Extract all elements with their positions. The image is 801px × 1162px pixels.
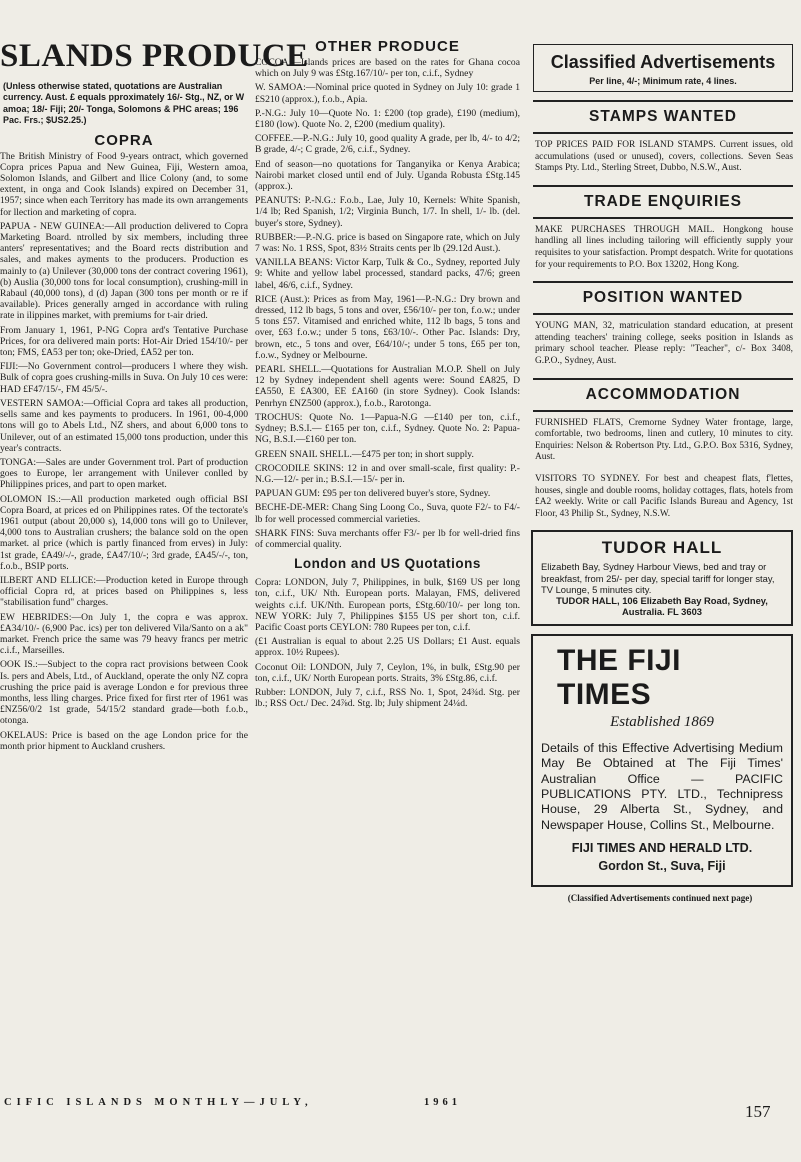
trade-enquiries-ad: MAKE PURCHASES THROUGH MAIL. Hongkong house handling all lines including tailoring will efficiently supply your requisites to your satisfaction. Prompt despatch. Write for quotations for your requirements to P.O. Box 13202, Hong Kong. — [535, 224, 793, 270]
page-footer — [4, 1097, 524, 1108]
rice-paragraph: RICE (Aust.): Prices as from May, 1961—P.-N.G.: Dry brown and dressed, 112 lb bags, 5 tons and over, £56/10/- per ton, f.o.w.; under 5 tons £57. Vitamised and enriched white, 112 lb bags, 5 tons and over, £63 f.o.w.; under 5 tons, £63/10/-. Other Pac. Islands: Dry, brown, etc., 5 tons and over, £64/10/-; under 5 tons, £65 per ton, f.o.w., Sydney or Melbourne. — [255, 293, 520, 361]
accommodation-heading: ACCOMMODATION — [533, 378, 793, 412]
trochus-paragraph: TROCHUS: Quote No. 1—Papua-N.G —£140 per ton, c.i.f., Sydney; B.S.I.— £165 per ton, c.i.f., Sydney. Quote No. 2: Papua-NG, B.S.I.—£160 per ton. — [255, 411, 520, 446]
tudor-hall-ad — [531, 530, 793, 625]
copra-heading: COPRA — [94, 131, 154, 149]
coffee-season-paragraph: End of season—no quotations for Tanganyika or Kenya Arabica; Nairobi market closed until end of July. Uganda Robusta £Stg.145 (approx.). — [255, 158, 520, 193]
london-copra-paragraph: Copra: LONDON, July 7, Philippines, in bulk, $169 US per long ton, c.i.f., UK/ Nth. European ports. Malayan, FMS, delivered weights c.i.f. UK/Nth. European ports, £Stg.60/10/- per long ton. NEW YORK: July 7, Philippines $155 US per short ton, c.i.f. Pacific Coast ports CEYLON: 780 Rupees per ton, c.i.f. — [255, 577, 520, 633]
trade-enquiries-heading: TRADE ENQUIRIES — [533, 185, 793, 219]
rubber-paragraph: RUBBER:—P.-N.G. price is based on Singapore rate, which on July 7 was: No. 1 RSS, Spot, 83½ Straits cents per lb (29.12d Aust.). — [255, 231, 520, 255]
samoa-cocoa-paragraph: W. SAMOA:—Nominal price quoted in Sydney on July 10: grade 1 £S210 (approx.), f.o.b., Apia. — [255, 82, 520, 105]
island-produce-column — [0, 30, 309, 755]
page-number: 157 — [745, 1102, 771, 1121]
position-wanted-ad: YOUNG MAN, 32, matriculation standard education, at present attending teachers' training college, seeks position in Islands as primary school teacher. Please reply: "Teacher", c/- Box 3408, G.P.O., Sydney, Aust. — [535, 321, 793, 366]
solomon-islands-paragraph: OLOMON IS.:—All production marketed ough official BSI Copra Board, at prices ed on Philippines rates. Of the tectorate's 1961 output (about 20,000 s), 14,000 tons will go to Unilever, 4,000 tons to Australian crushers; the balance sold on the open market. al price (which is partly financed from erves) in July: 1st grade, £A49/-/-, grade, £A47/10/-; 3rd grade, £A45/-/-, ton, f.o.b., BSIP ports. — [0, 493, 248, 572]
tonga-paragraph: TONGA:—Sales are under Government trol. Part of production goes to Europe, ler arrangement with Unilever conlled by Philippines prices, and part to open market. — [0, 456, 248, 491]
crocodile-skins-paragraph: CROCODILE SKINS: 12 in and over small-scale, first quality: P.-N.G.—12/- per in.; B.S.I.—15/- per in. — [255, 462, 520, 485]
continued-note: (Classified Advertisements continued next page) — [567, 893, 753, 904]
stamps-wanted-heading: STAMPS WANTED — [533, 100, 793, 134]
fiji-times-text: Details of this Effective Advertising Medium May Be Obtained at The Fiji Times' Australian Office — PACIFIC PUBLICATIONS PTY. LTD., Technipress House, 29 Alberta St., Sydney, and Newspaper House, Collins St., Melbourne. — [541, 740, 783, 832]
papua-new-guinea-paragraph: PAPUA - NEW GUINEA:—All production delivered to Copra Marketing Board. ntrolled by six members, including three anters' representatives; and the Board rects distribution and sales, and makes ayments to the producers. Production es mainly to (a) Unilever (30,000 tons der contract covering 1961), (b) Auslia (30,000 tons for local consumption), crushing-mill in Rabaul (40,000 tons), d (d) Japan (300 tons per month or re if available). Prices generally arnged in accordance with ruling rate in ilippines market, with premiums for t-air dried. — [0, 220, 248, 322]
london-us-heading: London and US Quotations — [294, 556, 481, 572]
green-snail-paragraph: GREEN SNAIL SHELL.—£475 per ton; in short supply. — [255, 448, 474, 460]
other-produce-column — [255, 30, 520, 712]
other-produce-heading: OTHER PRODUCE — [315, 38, 460, 55]
copra-text — [0, 151, 248, 752]
copra-paragraph: The British Ministry of Food 9-years ontract, which governed Copra prices Papua and New Guinea, Fiji, Western amoa, Solomon Islands, and Gilbert and llice Colony (and, to some extent, in onga and Cook Islands) expired on December 31, 1957; since when each Territory has made its own arrangements for llection and marketing of copra. — [0, 150, 248, 218]
classified-header — [533, 44, 793, 92]
vanilla-paragraph: VANILLA BEANS: Victor Karp, Tulk & Co., Sydney, reported July 9: White and yellow label processed, standard packs, 47/6; green label, 46/6, c.i.f., Sydney. — [255, 257, 520, 291]
other-produce-text — [255, 57, 520, 550]
london-us-text — [255, 577, 520, 709]
coconut-oil-paragraph: Coconut Oil: LONDON, July 7, Ceylon, 1%, in bulk, £Stg.90 per ton, c.i.f., UK/ North European ports. Straits, 3% £Stg.86, c.i.f. — [255, 661, 520, 684]
magazine-name: CIFIC ISLANDS MONTHLY—JULY, — [4, 1097, 313, 1108]
fiji-times-publisher: FIJI TIMES AND HERALD LTD. — [571, 841, 753, 856]
classified-title: Classified Advertisements — [550, 52, 776, 72]
fiji-times-established: Established 1869 — [610, 713, 714, 730]
tokelaus-paragraph: OKELAUS: Price is based on the age London price for the month prior hipment to Auckland crushers. — [0, 729, 248, 752]
cocoa-paragraph: COCOA:—Islands prices are based on the rates for Ghana cocoa which on July 9 was £Stg.167/10/- per ton, c.i.f., Sydney — [255, 57, 520, 80]
exchange-paragraph: (£1 Australian is equal to about 2.25 US Dollars; £1 Aust. equals approx. 10½ Rupees). — [255, 636, 520, 659]
fiji-times-ad — [531, 634, 793, 887]
visitors-to-sydney-ad: VISITORS TO SYDNEY. For best and cheapest flats, f'lettes, houses, single and double rooms, holiday cottages, flats, hotels from £A2 weekly. Write or call Pacific Islands Bureau and Agency, 1st Floor, 43 Philip St., Sydney, N.S.W. — [535, 473, 793, 519]
fiji-paragraph: FIJI:—No Government control—producers l where they wish. Bulk of copra goes crushing-mills in Suva. On July 10 ces were: HAD £F47/15/-, FM 45/5/-. — [0, 361, 248, 395]
classified-rate: Per line, 4/-; Minimum rate, 4 lines. — [589, 76, 737, 86]
western-samoa-paragraph: VESTERN SAMOA:—Official Copra ard takes all production, sells same and kes payments to producers. In 1961, 00-4,000 tons will go to Abels Ltd., NZ shers, and about 6,000 tons to Unilever, out of an estimated 15,000 tons production, under this year's contracts. — [0, 397, 248, 454]
tudor-hall-text: Elizabeth Bay, Sydney Harbour Views, bed and tray or breakfast, from 25/- per day, special tariff for longer stay, TV Lounge, 5 minutes city. — [541, 561, 775, 595]
fiji-times-address: Gordon St., Suva, Fiji — [598, 859, 726, 874]
classified-column — [527, 30, 793, 903]
position-wanted-heading: POSITION WANTED — [533, 281, 793, 315]
png-prices-paragraph: From January 1, 1961, P-NG Copra ard's Tentative Purchase Prices, for ora delivered main ports: Hot-Air Dried 154/10/- per ton; FMS, £A53 per ton; oke-Dried, £A52 per ton. — [0, 324, 248, 359]
png-cocoa-paragraph: P.-N.G.: July 10—Quote No. 1: £200 (top grade), £190 (medium), £180 (low). Quote No. 2, £200 (medium quality). — [255, 107, 520, 131]
tudor-hall-title: TUDOR HALL — [601, 538, 723, 558]
gilbert-ellice-paragraph: ILBERT AND ELLICE:—Production keted in Europe through official Copra rd, at prices based on Philippines s, less "stabilisation fund" charges. — [0, 574, 248, 609]
beche-de-mer-paragraph: BECHE-DE-MER: Chang Sing Loong Co., Suva, quote F2/- to F4/- lb for well processed commercial varieties. — [255, 502, 520, 525]
coffee-paragraph: COFFEE.—P.-N.G.: July 10, good quality A grade, per lb, 4/- to 4/2; B grade, 4/-; C grade, 2/6, c.i.f., Sydney. — [255, 133, 520, 156]
footer-year: 1961 — [424, 1097, 461, 1108]
shark-fins-paragraph: SHARK FINS: Suva merchants offer F3/- per lb for well-dried fins of commercial quality. — [255, 527, 520, 550]
peanuts-paragraph: PEANUTS: P.-N.G.: F.o.b., Lae, July 10, Kernels: White Spanish, 1/4 lb; Red Spanish, 1/2; Virginia Bunch, 1/7. In shell, 1/- lb. (del. buyer's store, Sydney). — [255, 195, 520, 229]
currency-note: (Unless otherwise stated, quotations are Australian currency. Aust. £ equals pproximately 16/- Stg., NZ, or W amoa; 18/- Fiji; 20/- Tonga, Solomons & PHC areas; 196 Pac. Frs.; $US2.25.) — [3, 81, 245, 126]
stamps-wanted-ad: TOP PRICES PAID FOR ISLAND STAMPS. Current issues, old accumulations (used or unused), covers, collections. Seven Seas Stamps Pty. Ltd., Sterling Street, Dubbo, N.S.W., Aust. — [535, 140, 793, 174]
tudor-hall-address: TUDOR HALL, 106 Elizabeth Bay Road, Sydney, Australia. FL 3603 — [556, 595, 768, 618]
cook-islands-paragraph: OOK IS.:—Subject to the copra ract provisions between Cook Is. pers and Abels, Ltd., of Auckland, operate the only NZ copra crushing the price paid is average London e for previous three months, less lling charges. Price fixed for first rter of 1961 was £NZ56/0/2 1st grade, 54/15/2 standard grade—both f.o.b., otonga. — [0, 659, 248, 727]
pearl-shell-paragraph: PEARL SHELL.—Quotations for Australian M.O.P. Shell on July 12 by Sydney independent shell agents were: Sound £A825, D £A550, E £A300, EE £A160 (in store Sydney). Cook Islands: Penrhyn £NZ500 (approx.), f.o.b., Rarotonga. — [255, 364, 520, 409]
furnished-flats-ad: FURNISHED FLATS, Cremorne Sydney Water frontage, large, comfortable, two bedrooms, linen and cutlery, 10 minutes to city. Enquiries: Nelson & Robertson Pty. Ltd., G.P.O. Box 5316, Sydney, Aust. — [535, 417, 793, 463]
fiji-times-title: THE FIJI TIMES — [557, 643, 682, 711]
london-rubber-paragraph: Rubber: LONDON, July 7, c.i.f., RSS No. 1, Spot, 24¾d. Stg. per lb.; RSS Oct./ Dec. 24⅞d. Stg. lb; July shipment 24¼d. — [255, 686, 520, 710]
island-produce-heading: SLANDS PRODUCE — [0, 38, 309, 74]
new-hebrides-paragraph: EW HEBRIDES:—On July 1, the copra e was approx. £A34/10/- (6,900 Pac. ics) per ton delivered Vila/Santo on a ak" market. French price the same was 79 heavy francs per metric c.i.f., Marseilles. — [0, 611, 248, 657]
papuan-gum-paragraph: PAPUAN GUM: £95 per ton delivered buyer's store, Sydney. — [255, 488, 491, 500]
